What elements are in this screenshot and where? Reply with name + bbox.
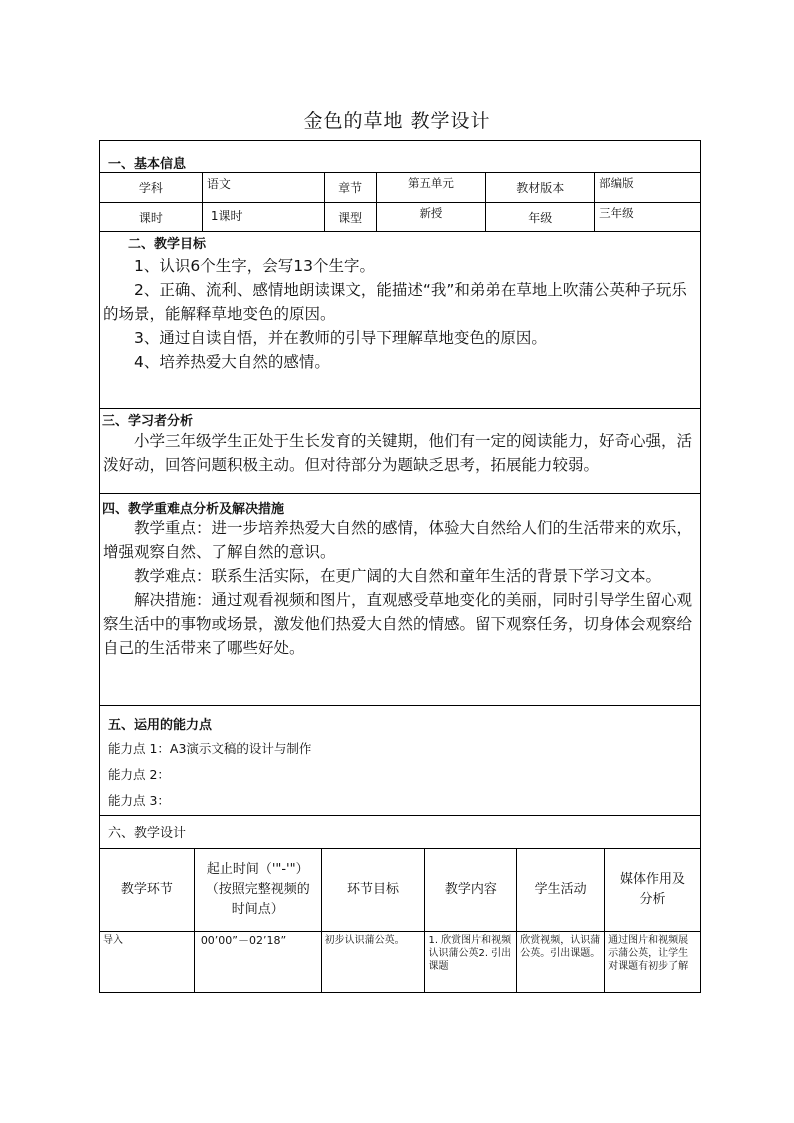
objective-item: 2、正确、流利、感情地朗读课文，能描述“我”和弟弟在草地上吹蒲公英种子玩乐的场景，能解释草地变色的原因。	[103, 281, 687, 323]
section-objectives	[99, 231, 701, 409]
col-header-stage: 教学环节	[120, 882, 173, 897]
label-subject: 学科	[138, 181, 163, 195]
section-heading: 四、教学重难点分析及解决措施	[102, 502, 285, 517]
value-chapter: 第五单元	[407, 176, 454, 190]
section-heading: 六、教学设计	[108, 826, 187, 841]
objective-item: 1、认识6个生字，会写13个生字。	[134, 257, 375, 275]
value-edition: 部编版	[599, 176, 634, 190]
value-type: 新授	[419, 206, 443, 220]
difficulty-paragraph: 教学难点：联系生活实际，在更广阔的大自然和童年生活的背景下学习文本。	[134, 567, 662, 585]
label-edition: 教材版本	[516, 181, 565, 195]
col-header-activity: 学生活动	[534, 882, 587, 897]
cell-content: 1. 欣赏图片和视频认识蒲公英2. 引出课题	[428, 935, 512, 972]
cell-activity: 欣赏视频，认识蒲公英。引出课题。	[520, 935, 601, 959]
ability-point: 能力点 3：	[108, 793, 170, 808]
value-hours: 1课时	[210, 209, 243, 223]
label-chapter: 章节	[338, 181, 363, 195]
col-header-goal: 环节目标	[347, 882, 400, 897]
cell-media: 通过图片和视频展示蒲公英，让学生对课题有初步了解	[608, 935, 689, 972]
section-heading: 五、运用的能力点	[108, 718, 213, 733]
key-point-paragraph: 教学重点：进一步培养热爱大自然的感情，体验大自然给人们的生活带来的欢乐，增强观察自然、了解自然的意识。	[103, 519, 693, 561]
objective-item: 4、培养热爱大自然的感情。	[134, 353, 330, 371]
section-heading: 三、学习者分析	[102, 414, 194, 429]
objectives-list	[103, 254, 699, 374]
label-grade: 年级	[528, 210, 553, 225]
ability-point: 能力点 2：	[108, 767, 170, 782]
section-heading: 一、基本信息	[108, 157, 187, 172]
learner-analysis-paragraph: 小学三年级学生正处于生长发育的关键期，他们有一定的阅读能力，好奇心强，活泼好动，回答问题积极主动。但对待部分为题缺乏思考，拓展能力较弱。	[103, 432, 693, 474]
teaching-design-table	[99, 848, 701, 993]
value-subject: 语文	[206, 177, 231, 191]
learner-analysis-text	[103, 429, 699, 477]
value-grade: 三年级	[599, 206, 634, 220]
page-title: 金色的草地 教学设计	[303, 110, 491, 132]
key-points-text	[103, 516, 699, 660]
cell-stage: 导入	[103, 935, 123, 946]
label-hours: 课时	[138, 210, 163, 225]
table-row	[100, 932, 701, 993]
section-teaching-design	[99, 815, 701, 849]
section-ability-points	[99, 705, 701, 816]
section-learner-analysis	[99, 408, 701, 494]
ability-point: 能力点 1：A3演示文稿的设计与制作	[108, 741, 312, 756]
cell-time: 00’00”－02’18”	[200, 934, 287, 947]
cell-goal: 初步认识蒲公英。	[324, 935, 405, 946]
label-type: 课型	[338, 210, 363, 225]
section-heading: 二、教学目标	[128, 237, 207, 252]
col-header-time: 起止时间（'"-'"）（按照完整视频的时间点）	[205, 862, 310, 917]
solution-paragraph: 解决措施：通过观看视频和图片，直观感受草地变化的美丽，同时引导学生留心观察生活中的事物或场景，激发他们热爱大自然的情感。留下观察任务，切身体会观察给自己的生活带来了哪些好处。	[103, 591, 693, 657]
section-key-points	[99, 493, 701, 706]
col-header-content: 教学内容	[444, 882, 497, 897]
objective-item: 3、通过自读自悟，并在教师的引导下理解草地变色的原因。	[134, 329, 547, 347]
basic-info-table	[99, 172, 701, 232]
col-header-media: 媒体作用及分析	[620, 872, 686, 907]
